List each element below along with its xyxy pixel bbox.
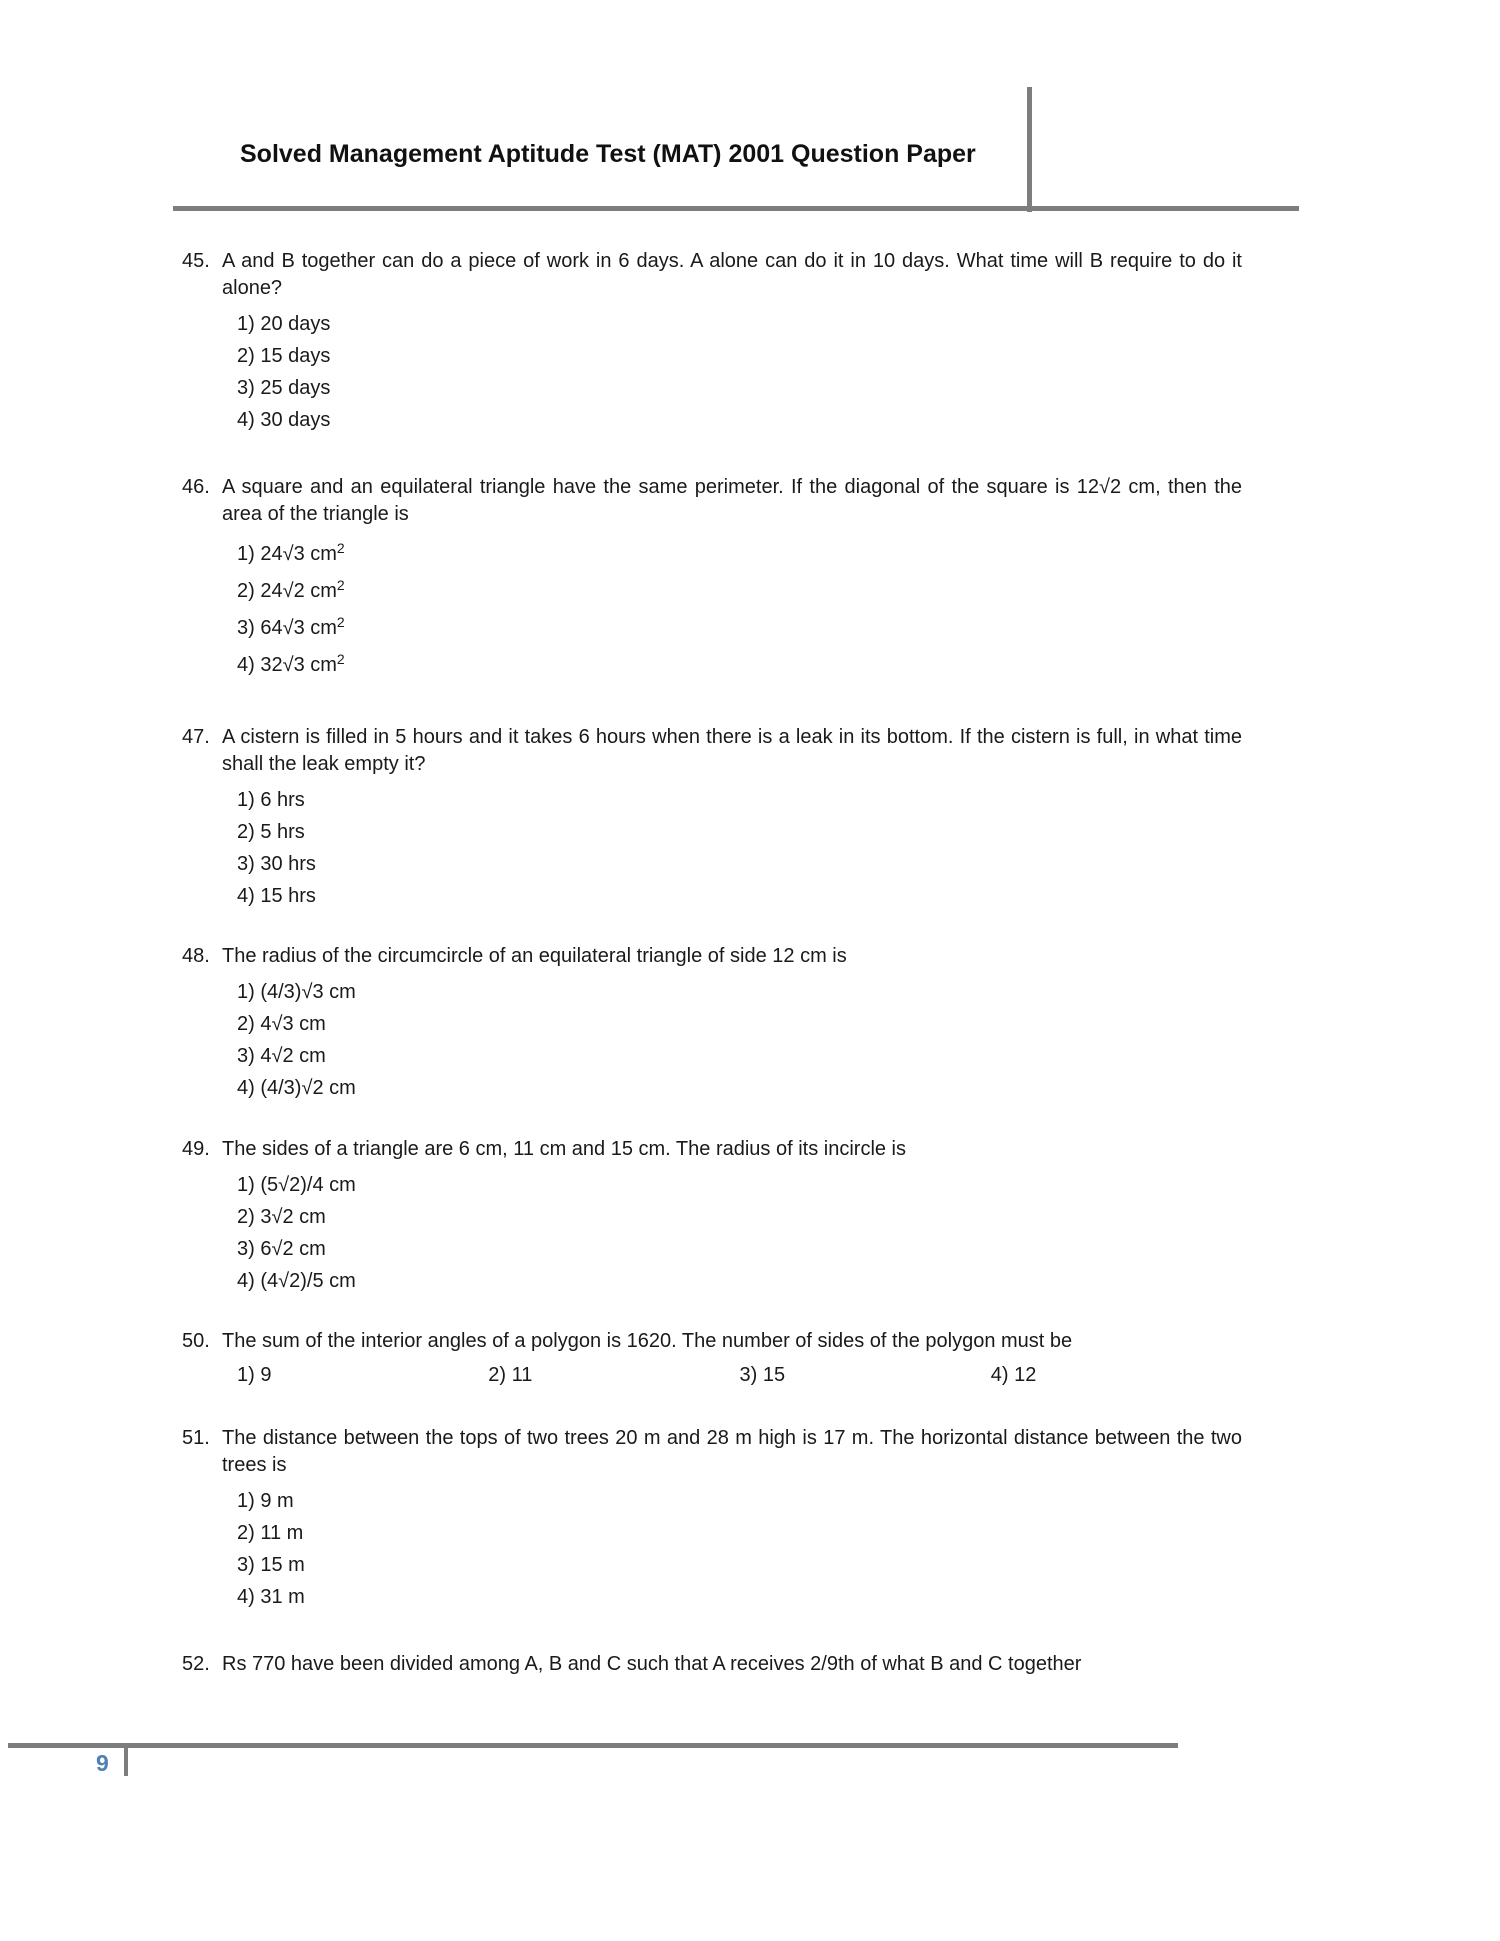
question-number: 48. bbox=[182, 945, 210, 967]
question-number: 51. bbox=[182, 1427, 210, 1449]
question-49 bbox=[182, 1136, 1242, 1297]
option: 2) 11 m bbox=[237, 1522, 304, 1544]
option: 1) 9 bbox=[237, 1364, 272, 1386]
page-number: 9 bbox=[96, 1750, 109, 1776]
question-number: 45. bbox=[182, 250, 210, 272]
superscript: 2 bbox=[336, 651, 345, 667]
option-list bbox=[237, 536, 1242, 684]
option: 3) 15 bbox=[739, 1364, 786, 1386]
question-text: Rs 770 have been divided among A, B and C such that A receives 2/9th of what B and C together bbox=[222, 1653, 1082, 1675]
option: 4) 32√3 $cm^2$ bbox=[237, 651, 345, 676]
question-text: A and B together can do a piece of work in 6 days. A alone can do it in 10 days. What time will B require to do it alone? bbox=[222, 250, 1242, 299]
question-47 bbox=[182, 724, 1242, 912]
option: 1) (4/3)√3 cm bbox=[237, 981, 356, 1003]
option: 4) (4√2)/5 cm bbox=[237, 1270, 356, 1292]
option: 3) 30 hrs bbox=[237, 853, 316, 875]
question-48 bbox=[182, 943, 1242, 1104]
option: 2) 15 days bbox=[237, 345, 331, 367]
header-divider-horizontal bbox=[173, 206, 1299, 211]
superscript: 2 bbox=[336, 577, 345, 593]
option: 1) 9 m bbox=[237, 1490, 294, 1512]
option-list bbox=[237, 308, 1242, 436]
footer-divider-vertical bbox=[124, 1746, 128, 1776]
option: 1) 6 hrs bbox=[237, 789, 305, 811]
question-text: The distance between the tops of two trees 20 m and 28 m high is 17 m. The horizontal distance between the two trees is bbox=[222, 1427, 1242, 1476]
question-52 bbox=[182, 1651, 1242, 1678]
option: 2) 5 hrs bbox=[237, 821, 305, 843]
superscript: 2 bbox=[336, 540, 345, 556]
option: 3) 4√2 cm bbox=[237, 1045, 326, 1067]
option-list bbox=[237, 1359, 1242, 1391]
option: 4) 15 hrs bbox=[237, 885, 316, 907]
question-number: 52. bbox=[182, 1653, 210, 1675]
option: 3) 15 m bbox=[237, 1554, 305, 1576]
superscript: 2 bbox=[336, 614, 345, 630]
option-list bbox=[237, 784, 1242, 912]
question-50 bbox=[182, 1328, 1242, 1391]
option: 2) 3√2 cm bbox=[237, 1206, 326, 1228]
option-list bbox=[237, 1169, 1242, 1297]
option: 1) 24√3 $cm^2$ bbox=[237, 540, 345, 565]
option: 1) (5√2)/4 cm bbox=[237, 1174, 356, 1196]
question-text: The sum of the interior angles of a polygon is 1620. The number of sides of the polygon must be bbox=[222, 1330, 1073, 1352]
question-text: A cistern is filled in 5 hours and it takes 6 hours when there is a leak in its bottom. If the cistern is full, in what time shall the leak empty it? bbox=[222, 726, 1242, 775]
option: 4) 31 m bbox=[237, 1586, 305, 1608]
option: 2) 24√2 $cm^2$ bbox=[237, 577, 345, 602]
footer-divider bbox=[8, 1743, 1178, 1748]
question-text: A square and an equilateral triangle have the same perimeter. If the diagonal of the square is 12√2 cm, then the area of the triangle is bbox=[222, 476, 1242, 525]
option: 4) 12 bbox=[990, 1364, 1037, 1386]
question-51 bbox=[182, 1425, 1242, 1613]
question-text: The sides of a triangle are 6 cm, 11 cm and 15 cm. The radius of its incircle is bbox=[222, 1138, 907, 1160]
option: 3) 25 days bbox=[237, 377, 331, 399]
page-title: Solved Management Aptitude Test (MAT) 2001 Question Paper bbox=[240, 140, 976, 168]
question-46 bbox=[182, 474, 1242, 684]
option-list bbox=[237, 1485, 1242, 1613]
question-number: 46. bbox=[182, 476, 210, 498]
option: 3) 6√2 cm bbox=[237, 1238, 326, 1260]
question-number: 49. bbox=[182, 1138, 210, 1160]
option: 1) 20 days bbox=[237, 313, 331, 335]
question-number: 47. bbox=[182, 726, 210, 748]
question-45 bbox=[182, 248, 1242, 436]
header-divider-vertical bbox=[1027, 87, 1032, 212]
option: 4) (4/3)√2 cm bbox=[237, 1077, 356, 1099]
option: 2) 4√3 cm bbox=[237, 1013, 326, 1035]
question-text: The radius of the circumcircle of an equilateral triangle of side 12 cm is bbox=[222, 945, 847, 967]
question-list bbox=[182, 248, 1242, 1678]
option: 4) 30 days bbox=[237, 409, 331, 431]
question-number: 50. bbox=[182, 1330, 210, 1352]
option: 2) 11 bbox=[488, 1364, 533, 1386]
option-list bbox=[237, 976, 1242, 1104]
option: 3) 64√3 $cm^2$ bbox=[237, 614, 345, 639]
